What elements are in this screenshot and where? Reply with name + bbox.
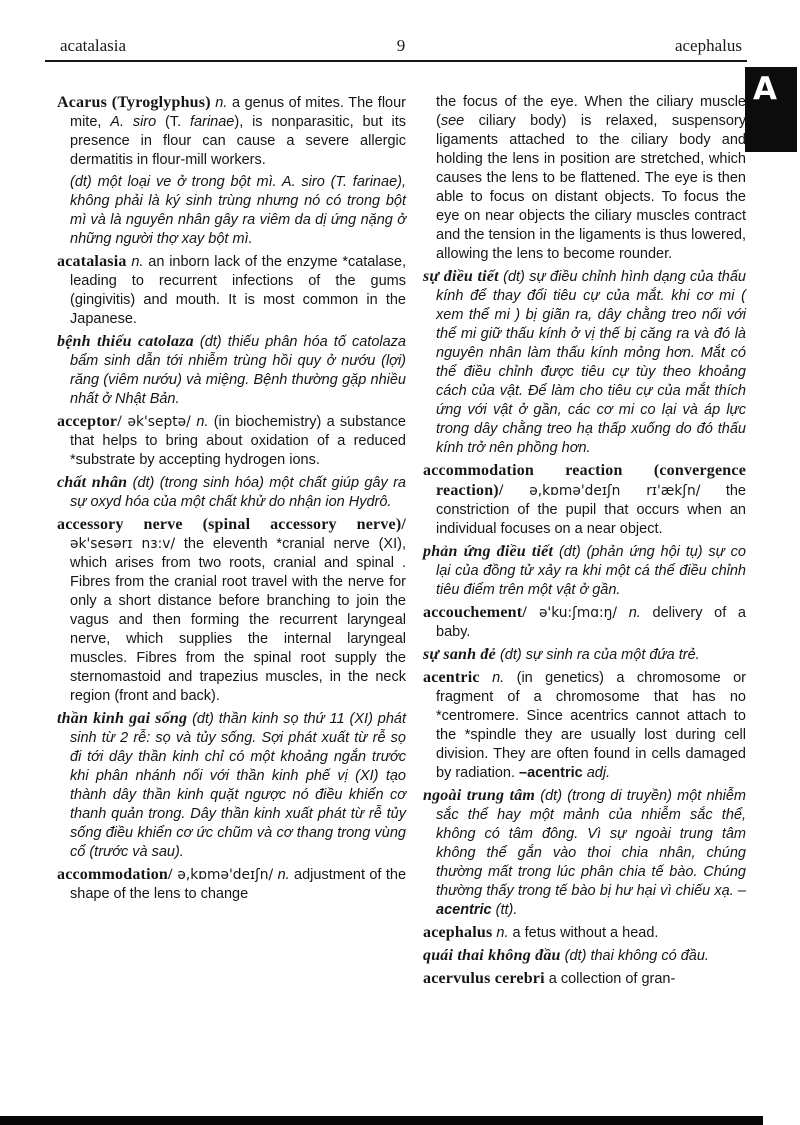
entry-text: (T. <box>156 114 191 130</box>
entry-text: n. <box>492 925 509 941</box>
dictionary-entry <box>423 923 746 943</box>
dictionary-entry <box>423 668 746 783</box>
entry-text: n. <box>126 254 144 270</box>
entry-text: acentric <box>436 902 492 918</box>
headword: accouchement/ <box>423 604 527 621</box>
entry-text: (in biochemistry) a substance that helps to bring about oxidation of a reduced *substrate by accepting hydrogen ions. <box>70 414 406 468</box>
entry-text: (dt) (phản ứng hội tụ) sự co lại của đồng tử xảy ra khi một cá thể điều chỉnh tiêu điểm trên một vật ở gần. <box>436 544 746 598</box>
running-head-left-word: acatalasia <box>60 36 127 55</box>
headword: accessory nerve (spinal accessory nerve)/ <box>57 516 406 533</box>
entry-text: n. <box>479 670 505 686</box>
entry-text: ə'ku:ʃmɑ:ŋ/ <box>526 605 618 621</box>
entry-text: an inborn lack of the enzyme *catalase, leading to recurrent infections of the gums (gingivitis) and mouth. It is most common in the Japanese. <box>70 254 407 327</box>
entry-text: see <box>440 113 465 129</box>
dictionary-entry <box>423 969 746 989</box>
entry-text: (tt). <box>491 902 518 918</box>
dictionary-entry <box>57 473 406 512</box>
right-column <box>423 93 746 992</box>
headword: acatalasia <box>57 253 127 270</box>
entry-text: ə,kɒmə'deɪʃn rɪ'ækʃn/ <box>503 483 701 499</box>
headword: accommodation/ <box>57 866 173 883</box>
dictionary-entry <box>423 267 746 458</box>
entry-text: (dt) sự điều chỉnh hình dạng của thấu kính để thay đổi tiêu cự của mắt. khi cơ mi ( xem thể mi ) bị giãn ra, dây chằng treo nối với thể mi giữ thấu kính ở vị thế bị căng ra và đó là nguyên nhân làm thấu kính mỏng hơn. Mắt có thể điều chỉnh được tiêu cự tùy theo khoảng cách của vật. Để làm cho tiêu cự của mắt thích ứng với vật ở gần, các cơ mi co lại và áp lực trong dây chằng treo hạ thấp xuống do đó thấu kính trở nên phồng hơn. <box>436 269 746 456</box>
headword: ngoài trung tâm <box>423 787 536 804</box>
headword: quái thai không đầu <box>423 947 561 964</box>
entry-continuation <box>57 173 406 249</box>
headword: sự điều tiết <box>423 268 499 285</box>
dictionary-entry <box>423 542 746 600</box>
entry-text: adj. <box>582 765 611 781</box>
entry-text: (dt) sự sinh ra của một đứa trẻ. <box>495 647 700 663</box>
entry-text: (in genetics) a chromosome or fragment of a chromosome that has no *centromere. Since acentrics cannot attach to the *spindle they are usually lost during cell division. They are often found in cells damaged by radiation. <box>436 670 746 781</box>
entry-text: adjustment of the shape of the lens to change <box>70 867 407 902</box>
headword: phản ứng điều tiết <box>423 543 554 560</box>
headword: acentric <box>423 669 480 686</box>
dictionary-entry <box>57 93 406 170</box>
entry-text: the constriction of the pupil that occurs when an individual focuses on a near object. <box>436 483 746 537</box>
running-head <box>60 36 742 56</box>
dictionary-entry <box>57 515 406 706</box>
headword: bệnh thiếu catolaza <box>57 333 194 350</box>
dictionary-entry <box>57 332 406 409</box>
headword: acervulus cerebri <box>423 970 545 987</box>
entry-text: the eleventh *cranial nerve (XI), which arises from two roots, cranial and spinal . Fibres from the cranial root travel with the nerve for only a short distance before branching to join the vagus and then forming the recurrent laryngeal nerve, which supplies the internal laryngeal muscles. Fibres from the spinal root supply the sternomastoid and trapezius muscles, in the neck region (front and back). <box>70 536 406 704</box>
entry-text: (dt) (trong sinh hóa) một chất giúp gây ra sự oxyd hóa của một chất khử do nhận ion Hydrô. <box>70 475 406 510</box>
dictionary-entry <box>57 865 406 904</box>
dictionary-entry <box>423 645 746 665</box>
entry-text: a collection of gran- <box>544 971 676 987</box>
entry-text: –acentric <box>519 765 583 781</box>
entry-text: n. <box>273 867 290 883</box>
dictionary-entry <box>57 412 406 470</box>
letter-thumb-tab <box>745 67 797 152</box>
headword: Acarus (Tyroglyphus) <box>57 94 211 111</box>
page-number: 9 <box>396 36 406 55</box>
headword: acephalus <box>423 924 493 941</box>
entry-text: a genus of mites. The flour mite, <box>70 95 407 130</box>
entry-text: ), is nonparasitic, but its presence in flour can cause a severe allergic dermatitis in flour-mill workers. <box>70 114 406 168</box>
header-rule <box>45 60 747 62</box>
dictionary-entry <box>57 252 406 329</box>
entry-text: (dt) thai không có đầu. <box>560 948 709 964</box>
entry-text: ə,kɒmə'deɪʃn/ <box>172 867 274 883</box>
entry-text: (dt) thần kinh sọ thứ 11 (XI) phát sinh từ 2 rễ: sọ và tủy sống. Sợi phát xuất từ rễ sọ đi tới dây thần kinh chỉ có một khoảng ngắn trước khi phân nhánh nối với thần kinh phế vị (XI) tạo thành dây thần kinh quặt ngược nó điều khiển cơ thanh quản trong. Dây thần kinh xuất phát từ rễ tủy sống điều khiển cơ ức chũm và cơ thang trong vùng cổ (trước và sau). <box>70 711 407 860</box>
dictionary-entry <box>423 461 746 539</box>
dictionary-entry <box>57 709 406 862</box>
entry-text: delivery of a baby. <box>436 605 747 640</box>
dictionary-entry <box>423 603 746 642</box>
thumb-tab-letter: A <box>753 71 777 107</box>
entry-text: n. <box>617 605 641 621</box>
entry-text: farinae <box>190 114 235 130</box>
entry-text: (dt) (trong di truyền) một nhiễm sắc thể hay một mảnh của nhiễm sắc thể, không có tâm đông. Vì sự ngoài trung tâm không thể gắn vào thoi chia nhân, chúng thường mất trong lúc phân chia tế bào. Chúng thường thấy trong tế bào bị hư hại vì chiếu xạ. – <box>436 788 746 899</box>
headword: thần kinh gai sống <box>57 710 188 727</box>
entry-text: n. <box>196 414 209 430</box>
entry-text: A. siro <box>110 114 157 130</box>
dictionary-entry <box>423 786 746 920</box>
entry-text: ək'sesərɪ nɜ:v/ <box>70 536 176 552</box>
headword: chất nhân <box>57 474 128 491</box>
entry-text: ək'septə/ <box>121 414 197 430</box>
entry-text: (dt) một loại ve ở trong bột mì. A. siro (T. farinae), không phải là ký sinh trùng nhưng nó có trong bột mì và là nguyên nhân gây ra viêm da dị ứng nặng ở những người thợ xay bột mì. <box>70 174 406 247</box>
entry-text: a fetus without a head. <box>508 925 659 941</box>
headword: sự sanh đẻ <box>423 646 496 663</box>
headword: accommodation reaction (convergence reaction)/ <box>423 462 746 499</box>
running-head-right-word: acephalus <box>674 36 742 55</box>
entry-text: n. <box>210 95 228 111</box>
entry-text: the focus of the eye. When the ciliary muscle ( <box>436 94 746 129</box>
entry-text: ciliary body) is relaxed, suspensory ligaments attached to the ciliary body and holding the lens in position are stretched, which causes the lens to be flattened. The eye is then able to focus on distant objects. To focus the eye on near objects the ciliary muscles contract and the tension in the ligaments is thus lowered, allowing the lens to become rounder. <box>436 113 746 262</box>
scan-edge-bar <box>0 1116 763 1125</box>
left-column <box>57 93 406 907</box>
dictionary-entry <box>423 946 746 966</box>
entry-text: (dt) thiếu phân hóa tố catolaza bẩm sinh dẫn tới nhiễm trùng hồi quy ở nướu (lợi) răng (viêm nướu) và miệng. Bệnh thường gặp nhiều nhất ở Nhật Bản. <box>70 334 406 407</box>
entry-continuation <box>423 93 746 264</box>
headword: acceptor/ <box>57 413 122 430</box>
